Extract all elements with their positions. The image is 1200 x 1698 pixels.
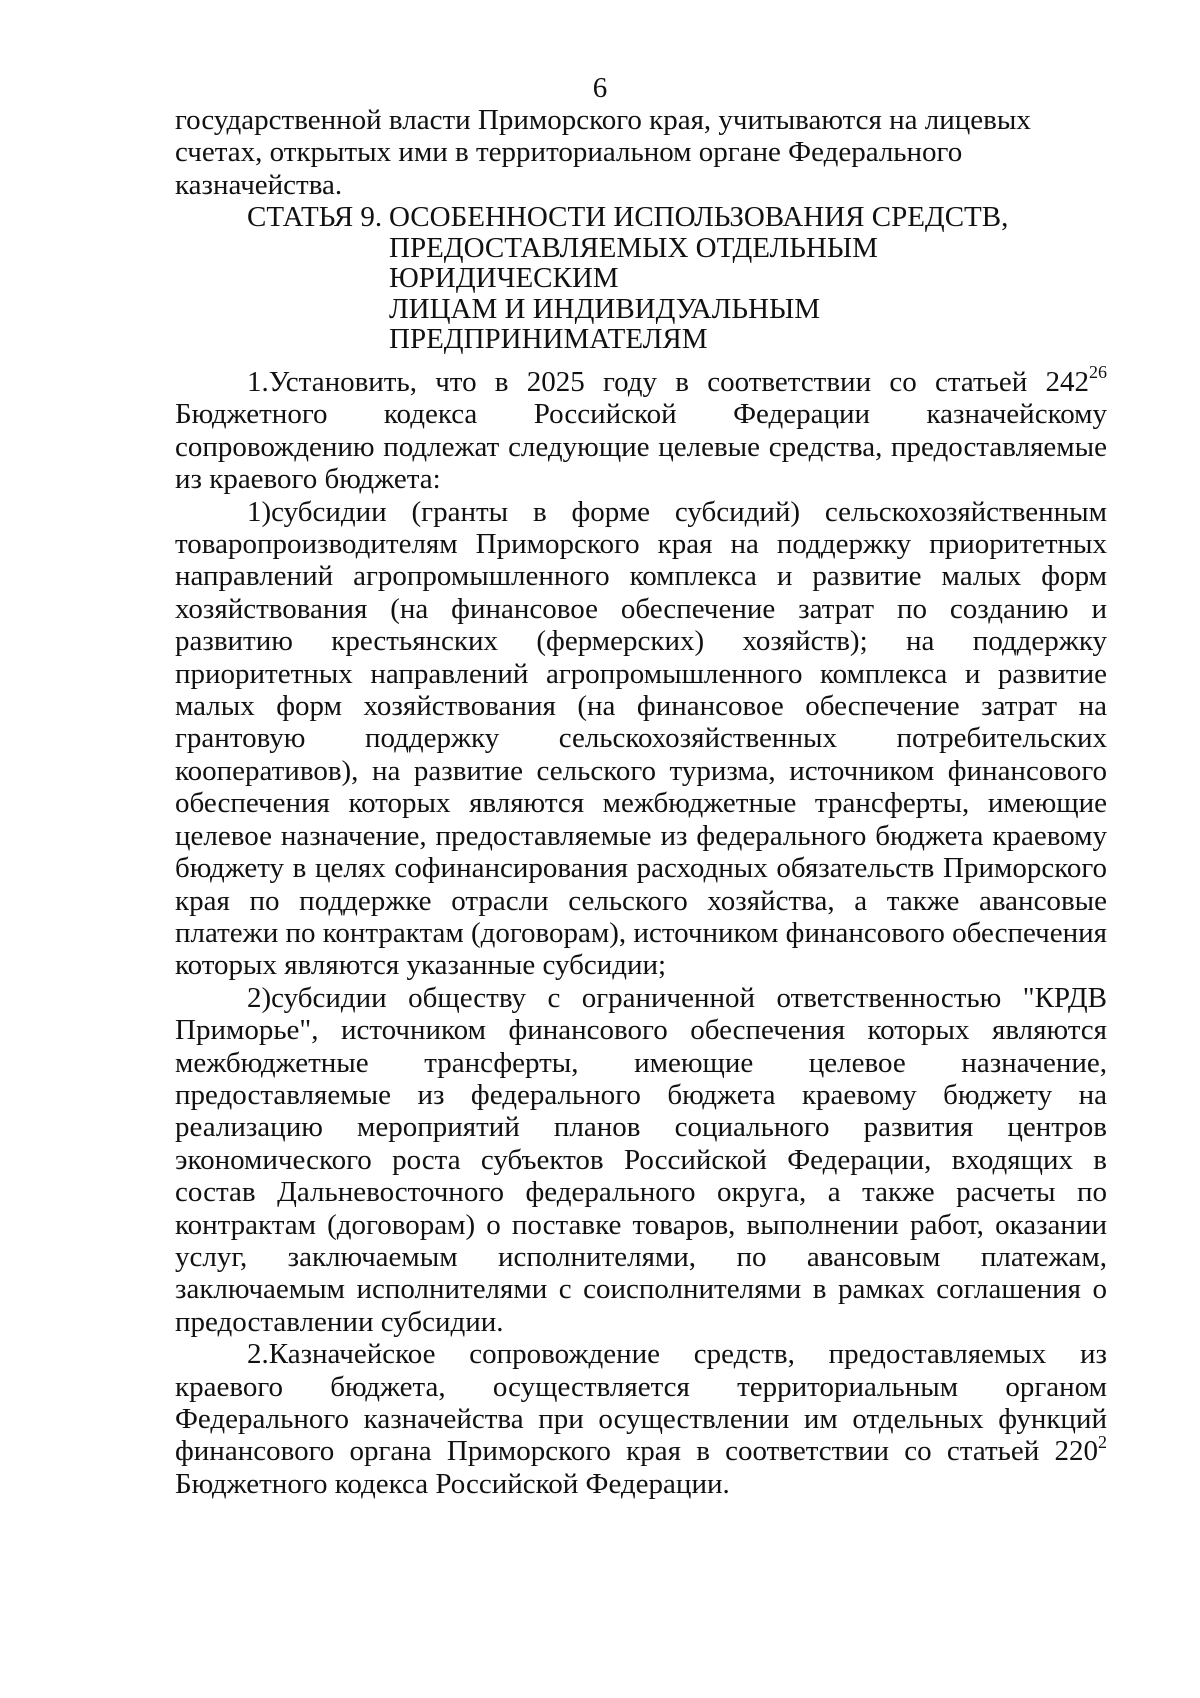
list-item-2: 2)субсидии обществу с ограниченной ответственностью "КРДВ Приморье", источником финансового обеспечения которых являются межбюджетные трансферты, имеющие целевое назначение, предоставляемые из федерального бюджета краевому бюджету на реализацию мероприятий планов социального развития центров экономического роста субъектов Российской Федерации, входящих в состав Дальневосточного федерального округа, а также расчеты по контрактам (договорам) о поставке товаров, выполнении работ, оказании услуг, заключаемым исполнителями, по авансовым платежам, заключаемым исполнителями с соисполнителями в рамках соглашения о предоставлении субсидии. — [175, 981, 1107, 1338]
superscript: 26 — [1089, 362, 1107, 383]
paragraph-2-text-continued: Бюджетного кодекса Российской Федерации. — [175, 1467, 730, 1500]
paragraph-1-text: 1.Установить, что в 2025 году в соответствии со статьей 242 — [247, 366, 1089, 398]
article-label: СТАТЬЯ 9. — [247, 201, 383, 233]
paragraph-1-text-continued: Бюджетного кодекса Российской Федерации казначейскому сопровождению подлежат следующие целевые средства, предоставляемые из краевого бюджета: — [175, 398, 1107, 496]
article-title-line: ОСОБЕННОСТИ ИСПОЛЬЗОВАНИЯ СРЕДСТВ, — [389, 201, 1009, 233]
paragraph-2 — [175, 1338, 1107, 1500]
article-title-line: ПРЕДОСТАВЛЯЕМЫХ ОТДЕЛЬНЫМ ЮРИДИЧЕСКИМ — [389, 231, 878, 294]
superscript: 2 — [1098, 1431, 1107, 1452]
intro-paragraph: государственной власти Приморского края, учитываются на лицевых счетах, открытых ими в территориальном органе Федерального казначейства. — [175, 104, 1031, 201]
paragraph-2-text: 2.Казначейское сопровождение средств, предоставляемых из краевого бюджета, осуществляется территориальным органом Федерального казначейства при осуществлении им отдельных функций финансового органа Приморского края в соответствии со статьей 220 — [175, 1338, 1107, 1468]
article-body — [175, 362, 1108, 1500]
article-title — [389, 202, 1089, 355]
list-item-1: 1)субсидии (гранты в форме субсидий) сельскохозяйственным товаропроизводителям Приморского края на поддержку приоритетных направлений агропромышленного комплекса и развитие малых форм хозяйствования (на финансовое обеспечение затрат по созданию и развитию крестьянских (фермерских) хозяйств); на поддержку приоритетных направлений агропромышленного комплекса и развитие малых форм хозяйствования (на финансовое обеспечение затрат на грантовую поддержку сельскохозяйственных потребительских кооперативов), на развитие сельского туризма, источником финансового обеспечения которых являются межбюджетные трансферты, имеющие целевое назначение, предоставляемые из федерального бюджета краевому бюджету в целях софинансирования расходных обязательств Приморского края по поддержке отрасли сельского хозяйства, а также авансовые платежи по контрактам (договорам), источником финансового обеспечения которых являются указанные субсидии; — [175, 495, 1108, 982]
paragraph-1 — [175, 362, 1107, 496]
article-title-line: ЛИЦАМ И ИНДИВИДУАЛЬНЫМ — [389, 292, 821, 325]
article-title-line: ПРЕДПРИНИМАТЕЛЯМ — [389, 323, 708, 355]
page-number: 6 — [592, 72, 608, 104]
article-heading — [247, 202, 1107, 355]
